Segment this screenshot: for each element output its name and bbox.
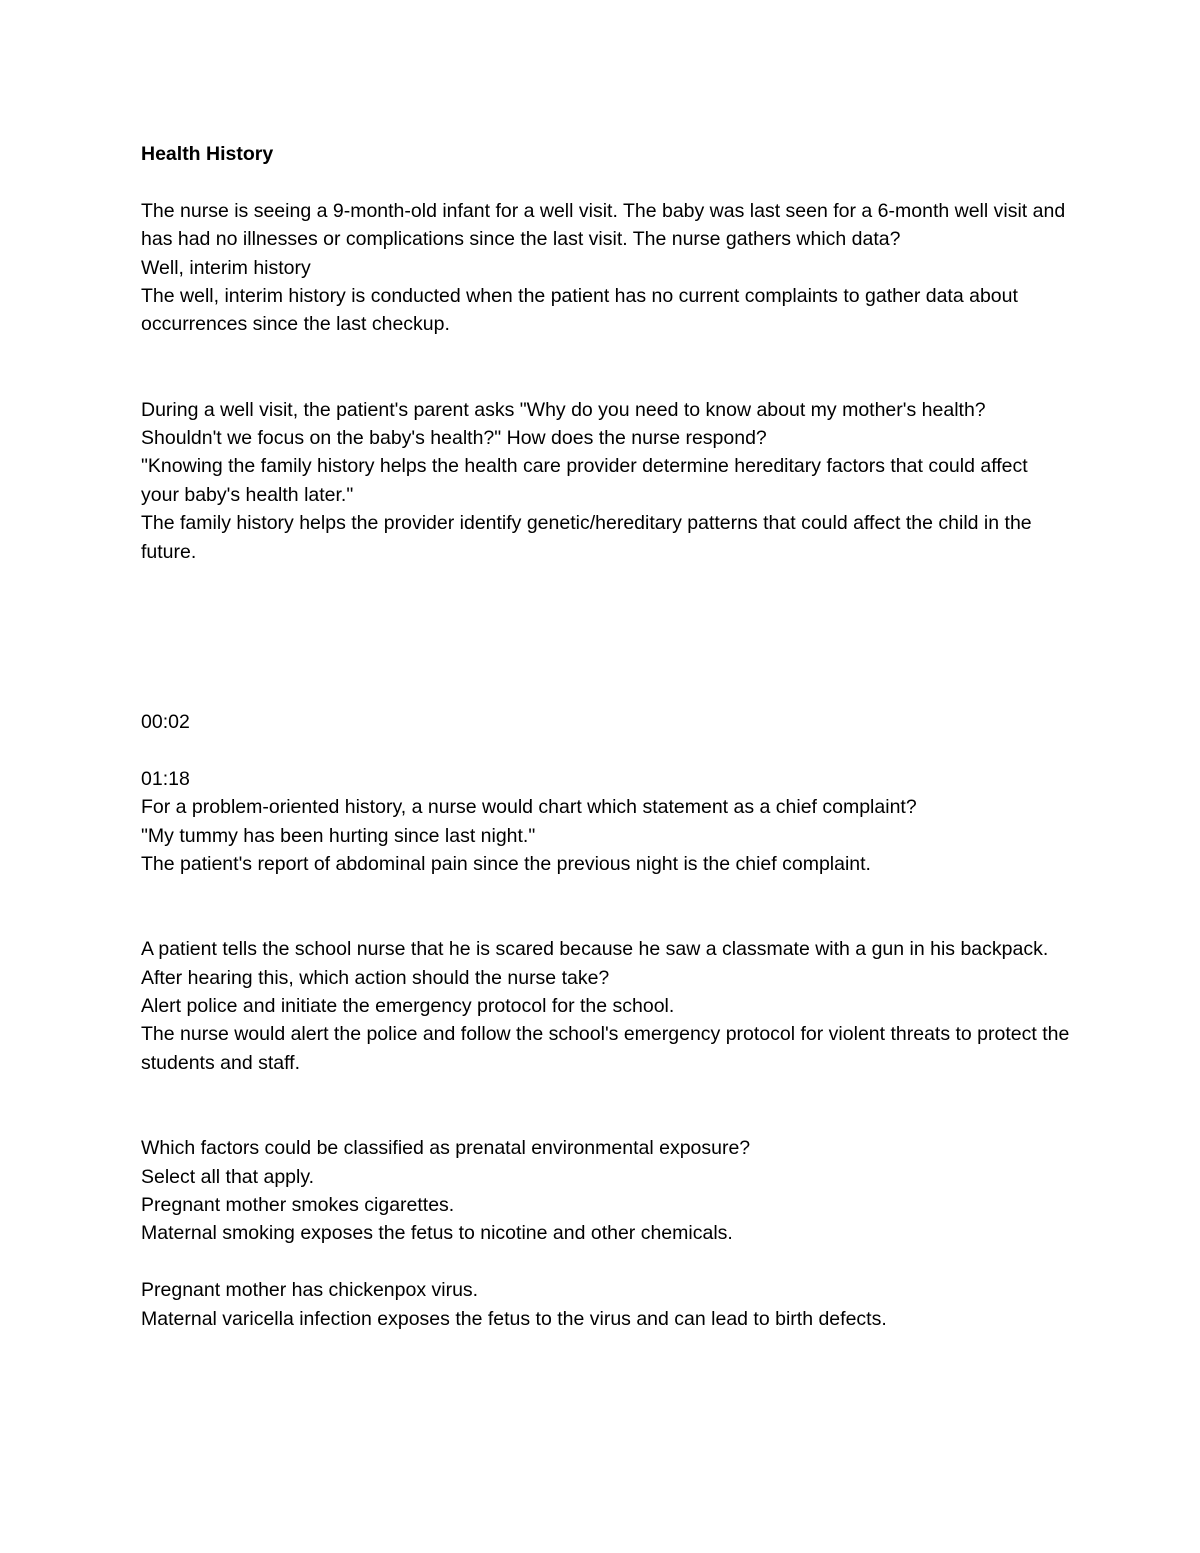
spacer [141,168,1071,196]
timestamp-2: 01:18 [141,767,190,790]
spacer [141,878,1071,935]
answer-5b: Pregnant mother has chickenpox virus. [141,1279,479,1302]
spacer [141,736,1071,764]
question-5: Which factors could be classified as prenatal environmental exposure? [141,1137,751,1160]
question-2: During a well visit, the patient's parent asks "Why do you need to know about my mother's health? Shouldn't we focus on the baby's health?" How does the nurse respond? [141,398,986,450]
rationale-5a: Maternal smoking exposes the fetus to nicotine and other chemicals. [141,1222,733,1245]
answer-3: "My tummy has been hurting since last night." [141,824,536,847]
answer-4: Alert police and initiate the emergency protocol for the school. [141,995,675,1018]
answer-1: Well, interim history [141,256,311,279]
rationale-5b: Maternal varicella infection exposes the fetus to the virus and can lead to birth defects. [141,1307,887,1330]
answer-2: "Knowing the family history helps the health care provider determine hereditary factors that could affect your baby's health later." [141,455,1028,506]
document-body [141,140,1071,1333]
question-1: The nurse is seeing a 9-month-old infant for a well visit. The baby was last seen for a 6-month well visit and has had no illnesses or complications since the last visit. The nurse gathers which data? [141,199,1066,251]
page-title: Health History [141,143,274,165]
rationale-1: The well, interim history is conducted when the patient has no current complaints to gather data about occurrences since the last checkup. [141,285,1018,336]
question-4: A patient tells the school nurse that he is scared because he saw a classmate with a gun in his backpack. After hearing this, which action should the nurse take? [141,938,1049,989]
question-3: For a problem-oriented history, a nurse would chart which statement as a chief complaint? [141,796,917,819]
spacer [141,566,1071,708]
answer-5a: Pregnant mother smokes cigarettes. [141,1193,455,1216]
rationale-3: The patient's report of abdominal pain since the previous night is the chief complaint. [141,853,871,876]
rationale-4: The nurse would alert the police and follow the school's emergency protocol for violent threats to protect the students and staff. [141,1023,1070,1074]
question-5-instruction: Select all that apply. [141,1165,315,1188]
rationale-2: The family history helps the provider identify genetic/hereditary patterns that could affect the child in the future. [141,512,1032,563]
spacer [141,1248,1071,1276]
timestamp-1: 00:02 [141,711,190,734]
spacer [141,1077,1071,1134]
spacer [141,339,1071,396]
